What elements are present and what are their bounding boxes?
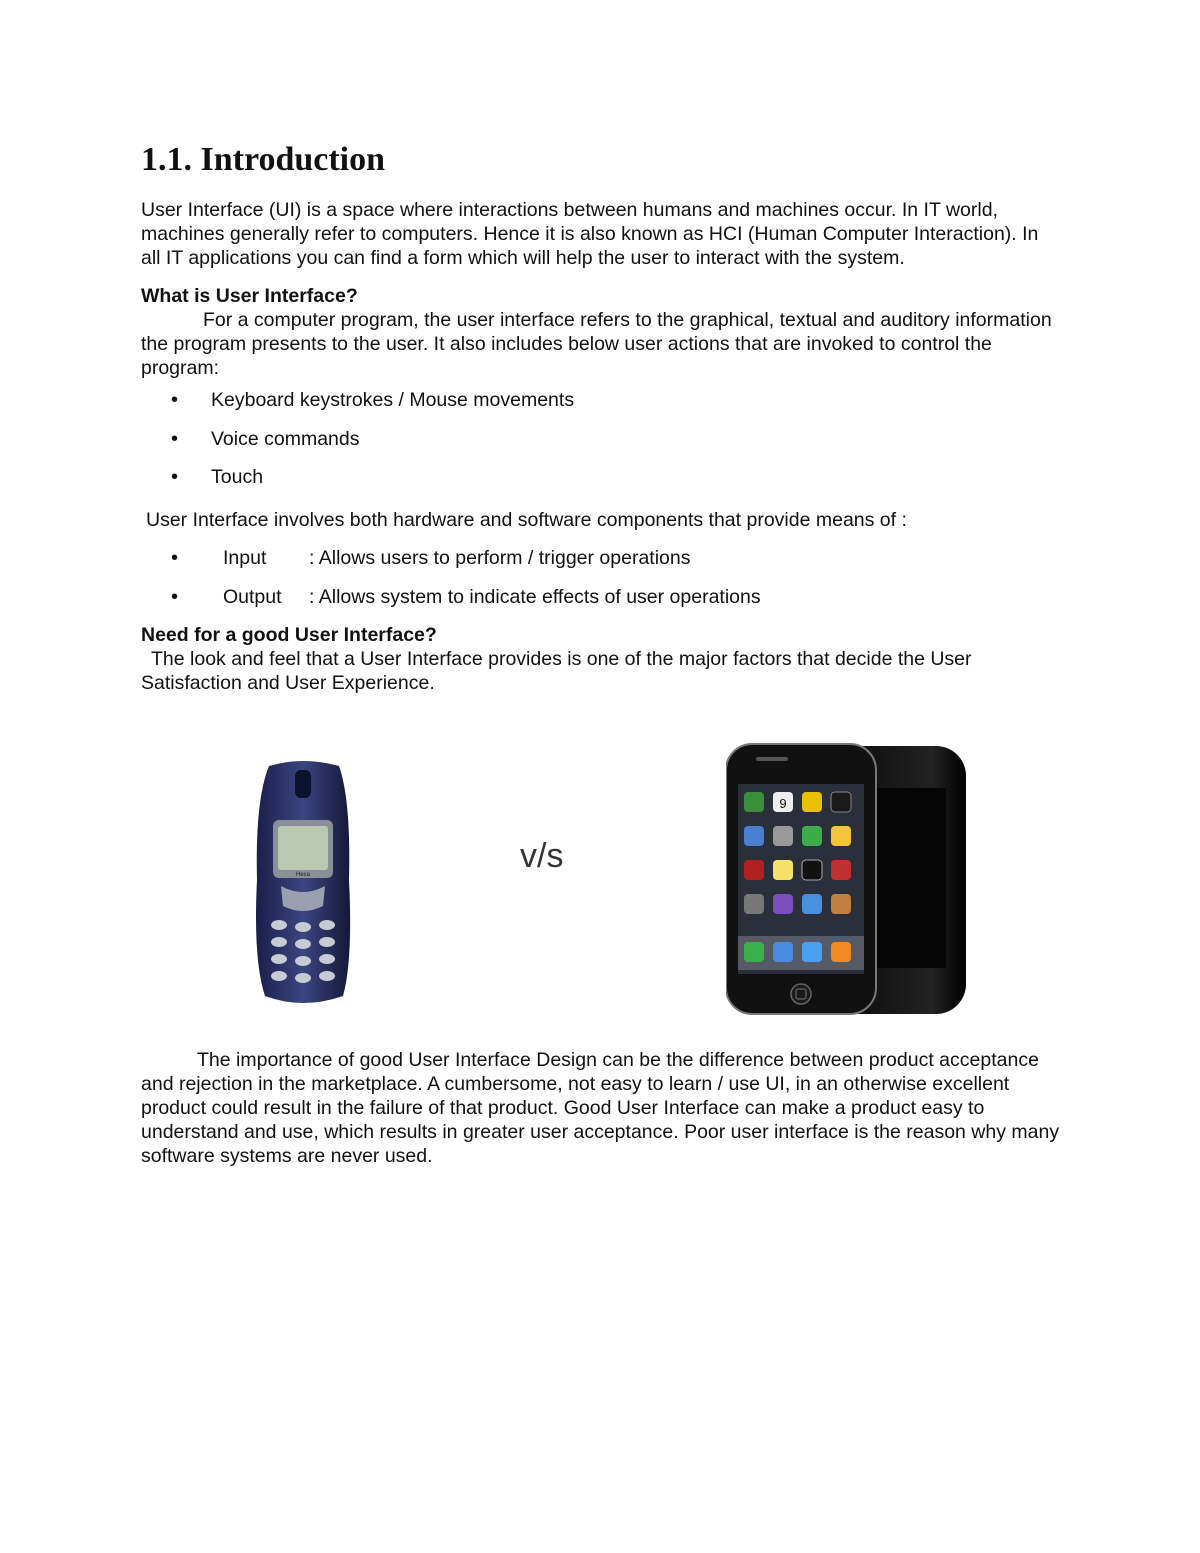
list-item [141, 585, 1061, 624]
section-heading: 1.1. Introduction [141, 141, 386, 178]
svg-text:Hexa: Hexa [295, 872, 311, 878]
involves-paragraph: User Interface involves both hardware and software components that provide means of : [146, 509, 907, 532]
list-item: • Keyboard keystrokes / Mouse movements [141, 388, 1061, 427]
what-is-ui-paragraph: For a computer program, the user interface refers to the graphical, textual and auditory information the program presents to the user. It also includes below user actions that are invoked to control the program: [141, 309, 1052, 379]
importance-section [141, 1048, 1061, 1168]
need-heading: Need for a good User Interface? [141, 624, 437, 647]
list-item: • Voice commands [141, 427, 1061, 466]
io-desc-output: : Allows system to indicate effects of user operations [309, 585, 761, 608]
phone-comparison-figure [141, 732, 1061, 1032]
user-actions-list [141, 388, 1061, 504]
iphone-image [726, 740, 968, 1028]
io-label-input: Input [223, 547, 267, 570]
what-is-ui-heading: What is User Interface? [141, 285, 358, 307]
io-list [141, 546, 1061, 623]
io-desc-input: : Allows users to perform / trigger operations [309, 547, 691, 570]
vs-label: v/s [520, 837, 564, 875]
nokia-phone-image [251, 760, 356, 1005]
calendar-date: 9 [779, 796, 787, 811]
io-label-output: Output [223, 585, 282, 608]
list-item [141, 546, 1061, 585]
document-body [141, 140, 1061, 695]
need-paragraph: The look and feel that a User Interface provides is one of the major factors that decide the User Satisfaction and User Experience. [141, 648, 972, 695]
importance-paragraph: The importance of good User Interface Design can be the difference between product acceptance and rejection in the marketplace. A cumbersome, not easy to learn / use UI, in an otherwise excellent product could result in the failure of that product. Good User Interface can make a product easy to understand and use, which results in greater user acceptance. Poor user interface is the reason why many software systems are never used. [141, 1049, 1060, 1167]
list-item: • Touch [141, 465, 1061, 504]
intro-paragraph: User Interface (UI) is a space where interactions between humans and machines occur. In IT world, machines generally refer to computers. Hence it is also known as HCI (Human Computer Interaction). In all IT applications you can find a form which will help the user to interact with the system. [141, 199, 1039, 269]
